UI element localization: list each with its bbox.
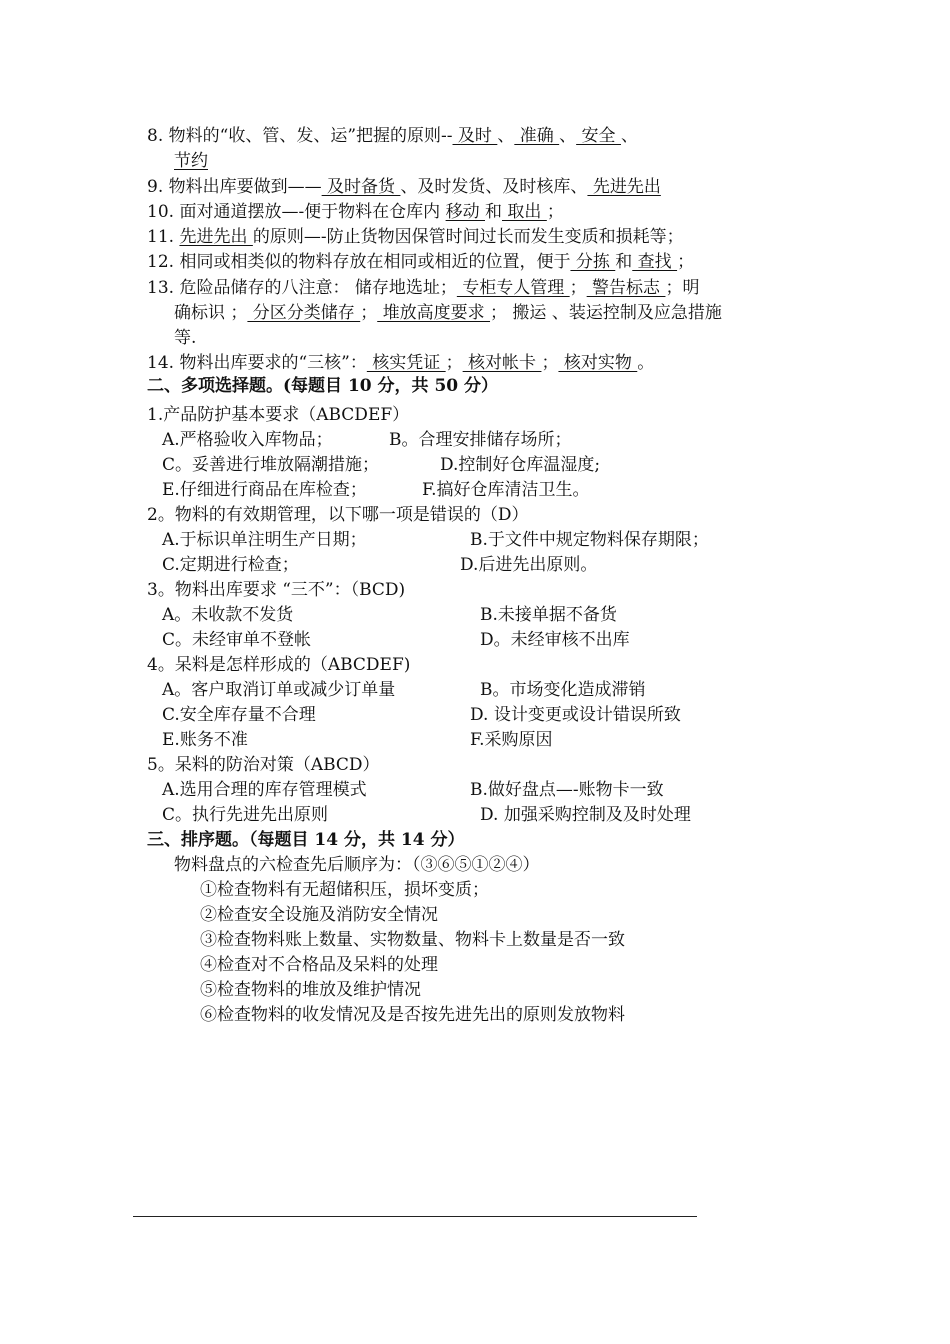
answer-blank: 查找 — [632, 252, 678, 272]
option-f: F.搞好仓库清洁卫生。 — [422, 480, 590, 500]
mc-question-3: 3。物料出库要求 “三不”：（BCD) — [147, 580, 406, 600]
answer-blank: 警告标志 — [586, 278, 666, 298]
separator: ； — [541, 353, 559, 373]
ordering-item: ①检查物料有无超储积压，损坏变质； — [200, 880, 489, 900]
mc-question-2: 2。物料的有效期管理，以下哪一项是错误的（D） — [147, 505, 529, 525]
question-13-line-1 — [147, 276, 699, 300]
question-14 — [147, 351, 654, 375]
footer-divider — [133, 1216, 697, 1217]
section-3-title: 三、排序题。（每题目 14 分，共 14 分） — [147, 830, 465, 850]
answer-blank: 分区分类储存 — [247, 303, 361, 323]
answer-blank: 节约 — [174, 151, 208, 171]
question-text: 和 — [615, 252, 633, 272]
answer-blank: 及时 — [452, 126, 498, 146]
mc-question-5: 5。呆料的防治对策（ABCD） — [147, 755, 380, 775]
question-11 — [147, 225, 684, 249]
option-c: C。未经审单不登帐 — [162, 630, 312, 650]
option-d: D. 设计变更或设计错误所致 — [470, 705, 681, 725]
answer-blank: 先进先出 — [587, 177, 661, 197]
option-a: A.于标识单注明生产日期； — [162, 530, 367, 550]
separator: ； — [445, 353, 463, 373]
question-text: 14. 物料出库要求的“三核”： — [147, 353, 367, 373]
separator: ； — [569, 278, 587, 298]
ordering-item: ⑥检查物料的收发情况及是否按先进先出的原则发放物料 — [200, 1005, 625, 1025]
option-b: B。市场变化造成滞销 — [480, 680, 646, 700]
answer-blank: 先进先出 — [179, 227, 253, 247]
answer-blank: 专柜专人管理 — [456, 278, 570, 298]
option-a: A.严格验收入库物品； — [162, 430, 333, 450]
question-8-line-1 — [147, 124, 638, 148]
option-b: B.做好盘点—-账物卡一致 — [470, 780, 664, 800]
option-d: D。未经审核不出库 — [480, 630, 630, 650]
option-c: C.安全库存量不合理 — [162, 705, 316, 725]
question-text: ；明 — [665, 278, 700, 298]
separator: 、 — [620, 126, 638, 146]
option-a: A。客户取消订单或减少订单量 — [162, 680, 396, 700]
ordering-question-stem: 物料盘点的六检查先后顺序为：（③⑥⑤①②④） — [174, 855, 540, 875]
question-text: 9. 物料出库要做到—— — [147, 177, 322, 197]
separator: ； — [360, 303, 378, 323]
answer-blank: 安全 — [576, 126, 621, 146]
answer-blank: 堆放高度要求 — [377, 303, 491, 323]
question-text: 12. 相同或相类似的物料存放在相同或相近的位置，便于 — [147, 252, 571, 272]
option-d: D.控制好仓库温湿度; — [440, 455, 601, 475]
option-a: A。未收款不发货 — [162, 605, 294, 625]
question-text: 等. — [174, 328, 197, 348]
answer-blank: 移动 — [445, 202, 485, 222]
option-b: B.未接单据不备货 — [480, 605, 617, 625]
separator: ； — [546, 202, 564, 222]
answer-blank: 核对帐卡 — [462, 353, 542, 373]
ordering-item: ④检查对不合格品及呆料的处理 — [200, 955, 438, 975]
question-text: 的原则—-防止货物因保管时间过长而发生变质和损耗等； — [252, 227, 684, 247]
question-text: 、及时发货、及时核库、 — [400, 177, 588, 197]
mc-question-4: 4。呆料是怎样形成的（ABCDEF) — [147, 655, 411, 675]
option-f: F.采购原因 — [470, 730, 553, 750]
separator: 、 — [559, 126, 577, 146]
ordering-item: ②检查安全设施及消防安全情况 — [200, 905, 438, 925]
option-d: D.后进先出原则。 — [460, 555, 598, 575]
option-a: A.选用合理的库存管理模式 — [162, 780, 367, 800]
question-text: 11. — [147, 227, 180, 247]
question-13-line-3 — [174, 326, 196, 350]
question-10 — [147, 200, 564, 224]
option-e: E.账务不准 — [162, 730, 248, 750]
ordering-item: ③检查物料账上数量、实物数量、物料卡上数量是否一致 — [200, 930, 625, 950]
question-8-line-2 — [174, 149, 208, 173]
ordering-item: ⑤检查物料的堆放及维护情况 — [200, 980, 421, 1000]
question-text: 和 — [485, 202, 502, 222]
separator: 、 — [497, 126, 515, 146]
section-2-title: 二、多项选择题。(每题目 10 分，共 50 分） — [147, 376, 499, 396]
question-text: 10. 面对通道摆放—-便于物料在仓库内 — [147, 202, 446, 222]
question-text: 确标识 ； — [174, 303, 248, 323]
option-c: C.定期进行检查； — [162, 555, 299, 575]
answer-blank: 取出 — [502, 202, 547, 222]
separator: 。 — [637, 353, 655, 373]
option-b: B。合理安排储存场所； — [389, 430, 572, 450]
answer-blank: 分拣 — [570, 252, 616, 272]
question-13-line-2 — [174, 301, 722, 325]
answer-blank: 核对实物 — [558, 353, 638, 373]
option-c: C。妥善进行堆放隔潮措施； — [162, 455, 380, 475]
question-text: 物料的“收、管、发、运”把握的原则-- — [168, 126, 453, 146]
question-9 — [147, 175, 661, 199]
mc-question-1: 1.产品防护基本要求（ABCDEF） — [147, 405, 410, 425]
separator: ； — [677, 252, 695, 272]
answer-blank: 准确 — [514, 126, 560, 146]
question-12 — [147, 250, 694, 274]
option-c: C。执行先进先出原则 — [162, 805, 329, 825]
answer-blank: 及时备货 — [321, 177, 401, 197]
option-d: D. 加强采购控制及及时处理 — [480, 805, 691, 825]
question-text: 13. 危险品储存的八注意： 储存地选址； — [147, 278, 457, 298]
question-number: 8. — [147, 126, 164, 146]
option-b: B.于文件中规定物料保存期限； — [470, 530, 709, 550]
question-text: ； 搬运 、装运控制及应急措施 — [490, 303, 722, 323]
option-e: E.仔细进行商品在库检查； — [162, 480, 367, 500]
answer-blank: 核实凭证 — [366, 353, 446, 373]
